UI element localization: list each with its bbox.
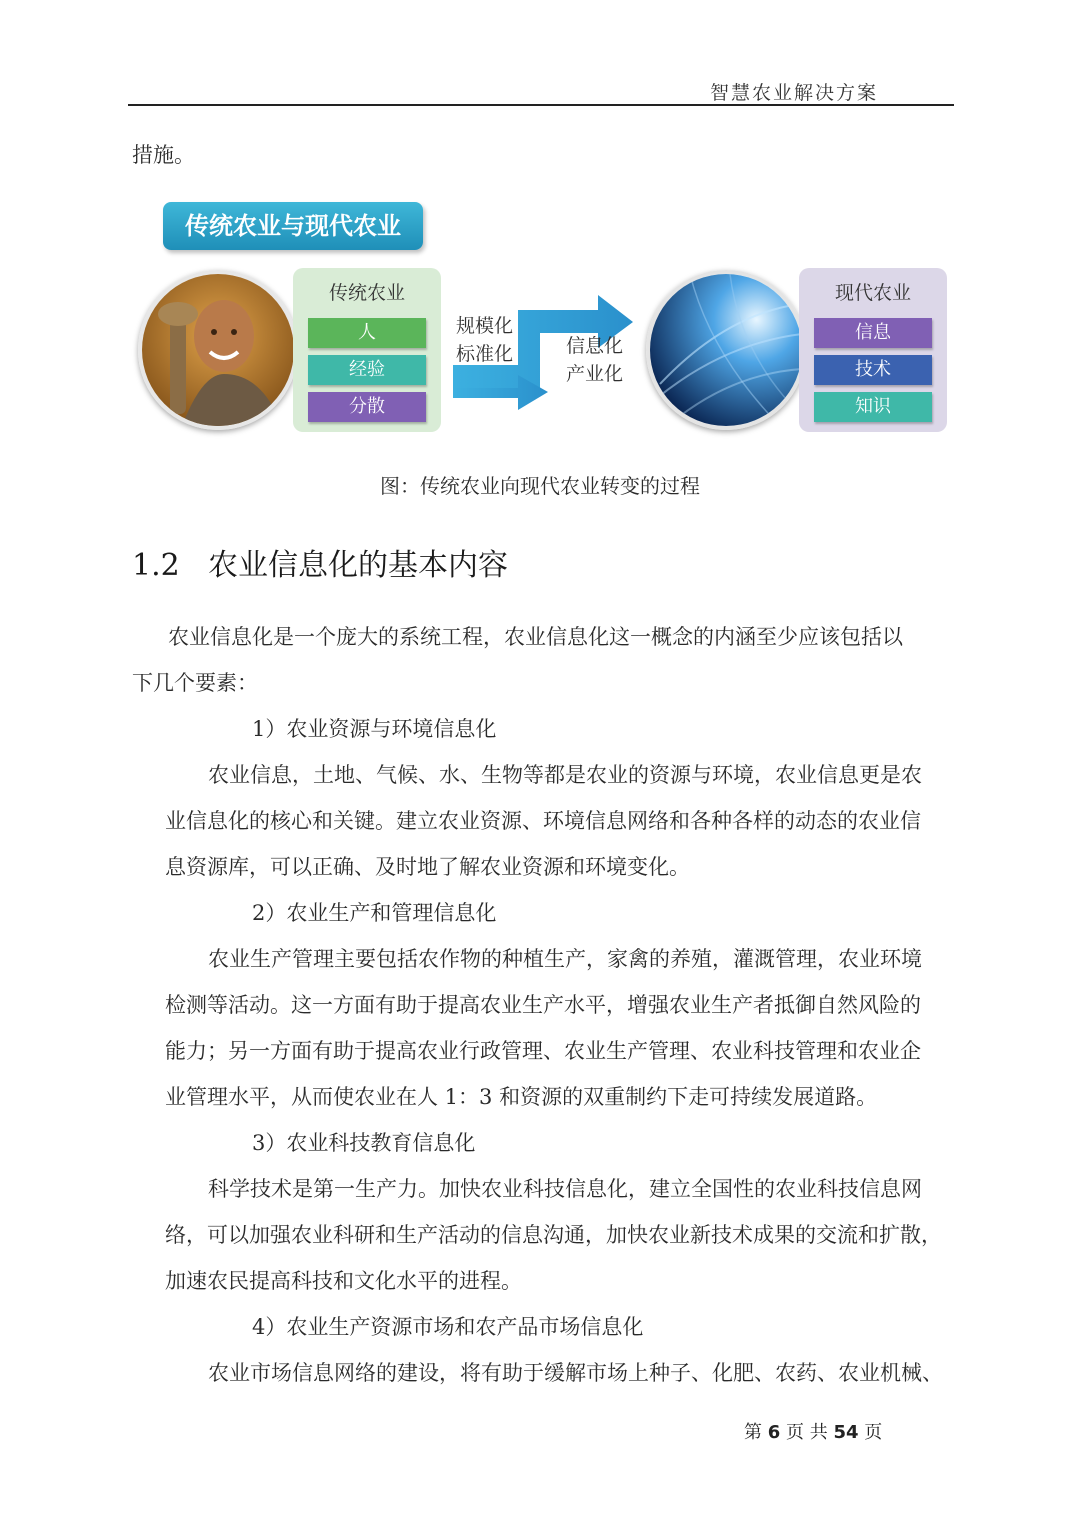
paragraph-line: 农业市场信息网络的建设，将有助于缓解市场上种子、化肥、农药、农业机械、 [208,1361,943,1385]
section-number: 1.2 [132,548,180,583]
paragraph-line: 农业信息，土地、气候、水、生物等都是农业的资源与环境，农业信息更是农 [208,763,922,787]
paragraph-line: 加速农民提高科技和文化水平的进程。 [165,1269,522,1293]
paragraph-line: 检测等活动。这一方面有助于提高农业生产水平，增强农业生产者抵御自然风险的 [165,993,921,1017]
total-pages: 54 [833,1422,859,1443]
digital-globe-image [646,270,806,430]
subheading-1: 1）农业资源与环境信息化 [252,717,497,741]
tag-experience: 经验 [308,355,426,385]
paragraph-line: 下几个要素： [132,671,258,695]
tag-information: 信息 [814,318,932,348]
paragraph-line: 农业信息化是一个庞大的系统工程，农业信息化这一概念的内涵至少应该包括以 [168,625,903,649]
subheading-3: 3）农业科技教育信息化 [252,1131,476,1155]
paragraph-line: 科学技术是第一生产力。加快农业科技信息化，建立全国性的农业科技信息网 [208,1177,922,1201]
running-header: 智慧农业解决方案 [710,82,879,104]
tag-scattered: 分散 [308,392,426,422]
traditional-agriculture-panel [293,268,441,432]
arrow-label-industrial: 产业化 [566,363,624,385]
arrow-label-information: 信息化 [566,335,624,357]
section-heading [132,540,508,584]
tag-technology: 技术 [814,355,932,385]
figure-caption: 图：传统农业向现代农业转变的过程 [380,474,700,498]
current-page-number: 6 [767,1422,781,1443]
footer-suffix: 页 [864,1422,883,1443]
subheading-2: 2）农业生产和管理信息化 [252,901,497,925]
subheading-4: 4）农业生产资源市场和农产品市场信息化 [252,1315,644,1339]
section-title-text: 农业信息化的基本内容 [208,548,508,583]
figure-title: 传统农业与现代农业 [163,202,423,250]
farmer-photo [138,270,298,430]
tag-knowledge: 知识 [814,392,932,422]
paragraph-line: 息资源库，可以正确、及时地了解农业资源和环境变化。 [165,855,690,879]
header-rule [128,104,954,106]
arrow-label-standard: 标准化 [456,343,514,365]
intro-fragment: 措施。 [132,143,195,167]
modern-agriculture-panel [799,268,947,432]
paragraph-line: 业管理水平，从而使农业在人 1：3 和资源的双重制约下走可持续发展道路。 [165,1085,878,1109]
footer-prefix: 第 [744,1422,762,1443]
paragraph-line: 农业生产管理主要包括农作物的种植生产，家禽的养殖，灌溉管理，农业环境 [208,947,922,971]
footer-mid: 页 共 [786,1422,828,1443]
page-footer [744,1418,882,1444]
paragraph-line: 络，可以加强农业科研和生产活动的信息沟通，加快农业新技术成果的交流和扩散， [165,1223,942,1247]
tag-people: 人 [308,318,426,348]
paragraph-line: 业信息化的核心和关键。建立农业资源、环境信息网络和各种各样的动态的农业信 [165,809,921,833]
arrow-label-scale: 规模化 [456,315,514,337]
modern-panel-heading: 现代农业 [834,282,911,304]
traditional-panel-heading: 传统农业 [328,282,405,304]
paragraph-line: 能力；另一方面有助于提高农业行政管理、农业生产管理、农业科技管理和农业企 [165,1039,921,1063]
